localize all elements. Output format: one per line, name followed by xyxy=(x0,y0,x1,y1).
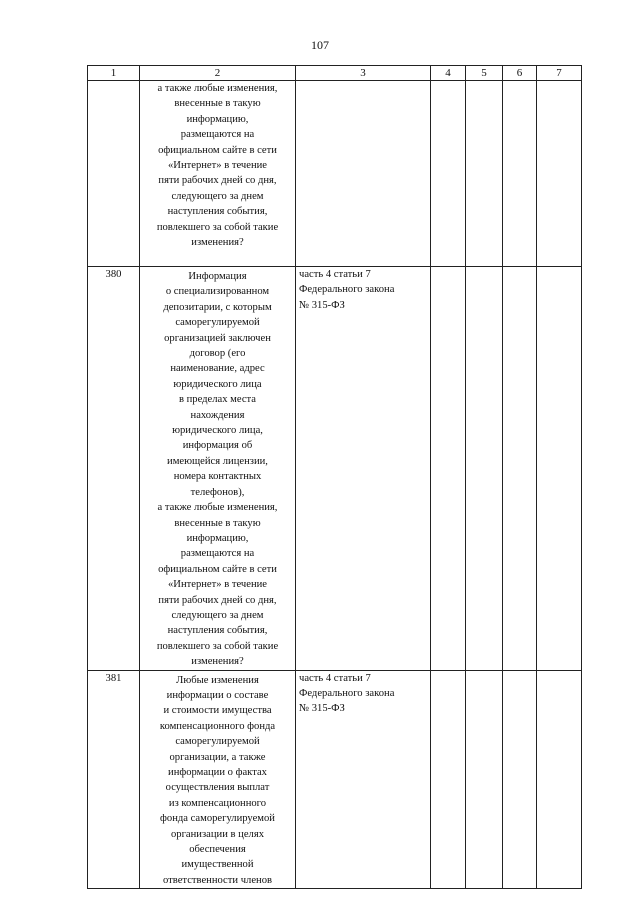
header-col-5: 5 xyxy=(466,66,503,81)
row-reference xyxy=(296,81,431,267)
row-question: Информация о специализированном депозитарии, с которым саморегулируемой организацией заключен договор (его наименование, адрес юридического лица в пределах места нахождения юридического лица, информация об имеющейся лицензии, номера контактных телефонов), а также любые изменения, внесенные в такую информацию, размещаются на официальном сайте в сети «Интернет» в течение пяти рабочих дней со дня, следующего за днем наступления события, повлекшего за собой такие изменения? xyxy=(140,267,296,671)
row-cell-6 xyxy=(503,267,537,671)
row-cell-7 xyxy=(537,81,582,267)
header-col-4: 4 xyxy=(431,66,466,81)
row-cell-7 xyxy=(537,267,582,671)
row-number: 381 xyxy=(88,670,140,889)
header-col-7: 7 xyxy=(537,66,582,81)
header-col-6: 6 xyxy=(503,66,537,81)
row-cell-6 xyxy=(503,670,537,889)
header-col-1: 1 xyxy=(88,66,140,81)
row-question: Любые изменения информации о составе и стоимости имущества компенсационного фонда саморегулируемой организации, а также информации о фактах осуществления выплат из компенсационного фонда саморегулируемой организации в целях обеспечения имущественной ответственности членов xyxy=(140,670,296,889)
row-reference: часть 4 статьи 7 Федерального закона № 315-ФЗ xyxy=(296,267,431,671)
checklist-table xyxy=(87,65,582,889)
row-question: а также любые изменения, внесенные в такую информацию, размещаются на официальном сайте в сети «Интернет» в течение пяти рабочих дней со дня, следующего за днем наступления события, повлекшего за собой такие изменения? xyxy=(140,81,296,267)
row-cell-5 xyxy=(466,670,503,889)
row-cell-6 xyxy=(503,81,537,267)
page-number: 107 xyxy=(311,38,329,52)
row-cell-4 xyxy=(431,267,466,671)
header-col-3: 3 xyxy=(296,66,431,81)
row-reference: часть 4 статьи 7 Федерального закона № 315-ФЗ xyxy=(296,670,431,889)
row-cell-7 xyxy=(537,670,582,889)
table-row xyxy=(88,267,582,671)
row-number xyxy=(88,81,140,267)
row-cell-4 xyxy=(431,81,466,267)
table-row xyxy=(88,81,582,267)
table-row xyxy=(88,670,582,889)
header-col-2: 2 xyxy=(140,66,296,81)
row-cell-5 xyxy=(466,81,503,267)
header-row xyxy=(88,66,582,81)
row-number: 380 xyxy=(88,267,140,671)
row-cell-5 xyxy=(466,267,503,671)
row-cell-4 xyxy=(431,670,466,889)
